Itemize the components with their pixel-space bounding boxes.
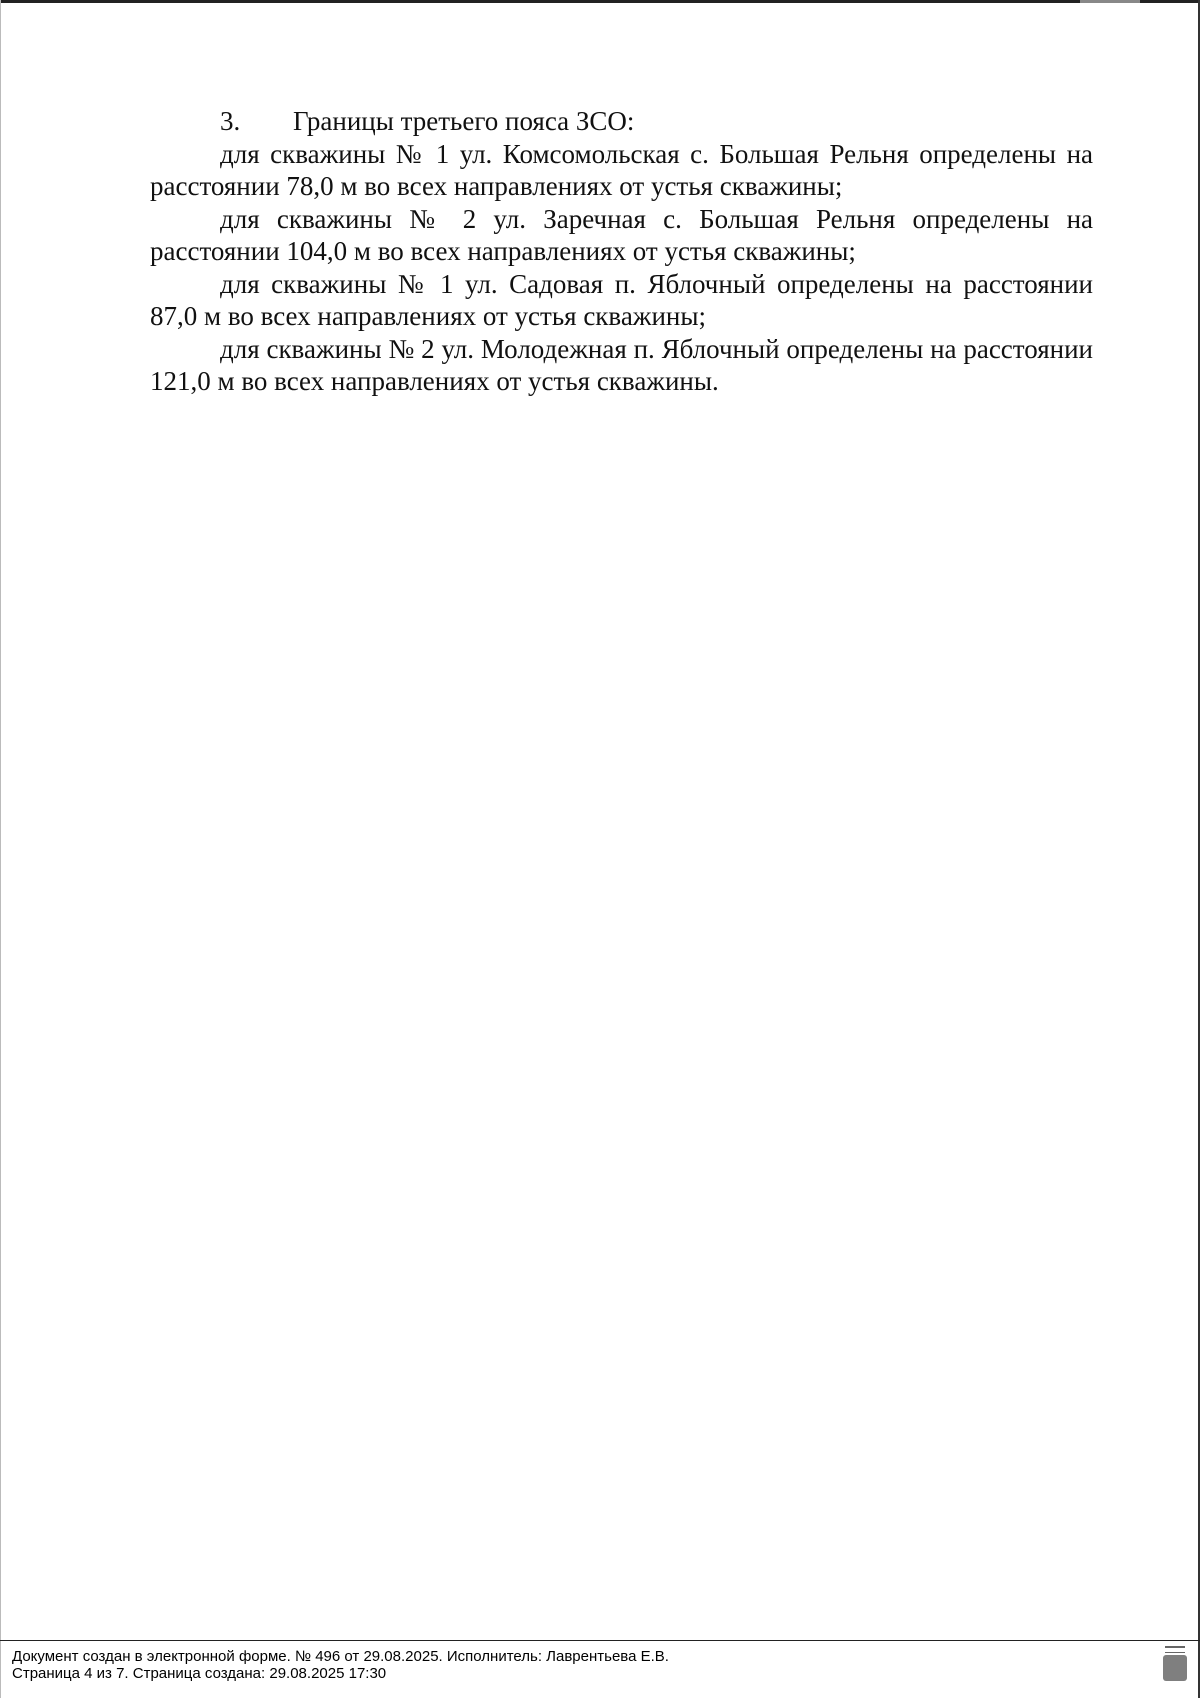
footer-page-info: Страница 4 из 7. Страница создана: 29.08.2025 17:30	[12, 1665, 387, 1682]
section-number: 3.	[220, 106, 241, 136]
footer-divider	[0, 1640, 1200, 1641]
section-title: Границы третьего пояса ЗСО:	[293, 106, 635, 136]
paragraph-well-1-komsomolskaya: для скважины № 1 ул. Комсомольская с. Большая Рельня определены на расстоянии 78,0 м во всех направлениях от устья скважины;	[150, 138, 1093, 201]
document-body	[150, 105, 1093, 398]
document-stamp-icon	[1163, 1646, 1187, 1682]
top-scan-mark	[1080, 0, 1140, 3]
left-scan-edge	[0, 0, 1, 1698]
paragraph-well-1-sadovaya: для скважины № 1 ул. Садовая п. Яблочный определены на расстоянии 87,0 м во всех направлениях от устья скважины;	[150, 268, 1093, 331]
paragraph-well-2-molodezhnaya: для скважины № 2 ул. Молодежная п. Яблочный определены на расстоянии 121,0 м во всех направлениях от устья скважины.	[150, 333, 1093, 396]
footer-document-info: Документ создан в электронной форме. № 496 от 29.08.2025. Исполнитель: Лаврентьева Е.В.	[12, 1648, 669, 1665]
section-heading	[150, 105, 1093, 138]
paragraph-well-2-zarechnaya: для скважины № 2 ул. Заречная с. Большая Рельня определены на расстоянии 104,0 м во всех направлениях от устья скважины;	[150, 203, 1093, 266]
footer	[12, 1648, 669, 1682]
